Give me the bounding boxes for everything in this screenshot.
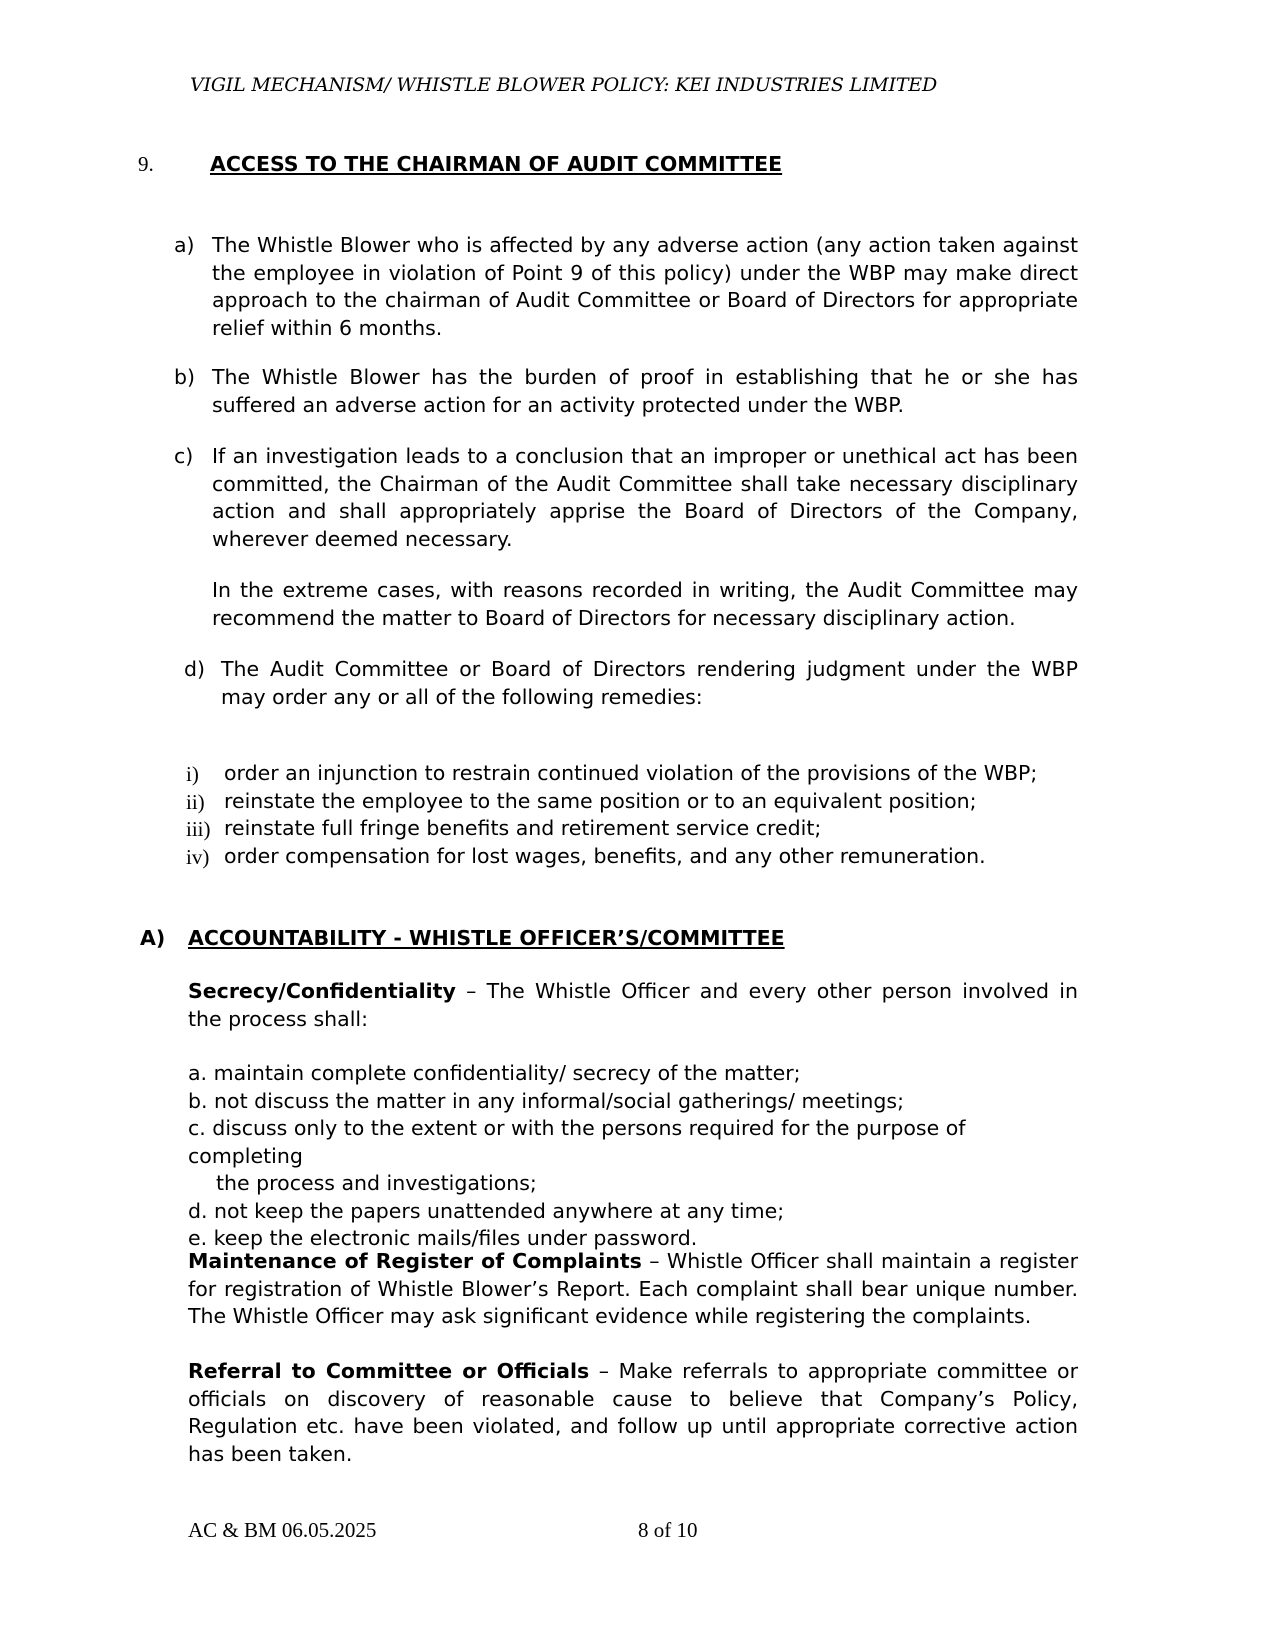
secrecy-heading: Secrecy/Confidentiality (188, 979, 456, 1003)
list-item (188, 1088, 1078, 1116)
list-marker: iv) (186, 844, 210, 869)
list-item (188, 1115, 1078, 1198)
list-marker: ii) (186, 789, 205, 814)
list-text: order compensation for lost wages, benefits, and any other remuneration. (224, 843, 986, 868)
footer-document-ref: AC & BM 06.05.2025 (188, 1518, 377, 1542)
list-text: The Whistle Blower who is affected by any adverse action (any action taken against the employee in violation of Point 9 of this policy) under the WBP may make direct approach to the chairman of Audit Committee or Board of Directors for appropriate relief within 6 months. (212, 233, 1078, 340)
list-marker: c) (174, 444, 194, 468)
list-marker: iii) (186, 817, 211, 841)
list-text: order an injunction to restrain continued violation of the provisions of the WBP; (224, 761, 1038, 785)
list-text: e. keep the electronic mails/files under password. (188, 1226, 698, 1250)
list-text: The Whistle Blower has the burden of proof in establishing that he or she has suffered an adverse action for an activity protected under the WBP. (212, 365, 1078, 417)
secrecy-paragraph (188, 978, 1078, 1033)
list-text: The Audit Committee or Board of Directors rendering judgment under the WBP may order any or all of the following remedies: (221, 657, 1078, 709)
list-text: b. not discuss the matter in any informal/social gatherings/ meetings; (188, 1088, 904, 1113)
list-text: If an investigation leads to a conclusion that an improper or unethical act has been committed, the Chairman of the Audit Committee shall take necessary disciplinary action and shall appropriately apprise the Board of Directors of the Company, wherever deemed necessary. (212, 444, 1078, 551)
section-a-title: ACCOUNTABILITY - WHISTLE OFFICER’S/COMMITTEE (188, 926, 785, 950)
list-marker: b) (174, 365, 196, 389)
list-text: d. not keep the papers unattended anywhere at any time; (188, 1198, 785, 1223)
list-marker: a) (174, 233, 195, 257)
list-text: reinstate the employee to the same position or to an equivalent position; (224, 788, 977, 813)
referral-text: – Make referrals to appropriate committee or officials on discovery of reasonable cause to believe that Company’s Policy, Regulation etc. have been violated, and follow up until appropriate corrective action has been taken. (188, 1359, 1079, 1466)
list-item (188, 1198, 1078, 1226)
register-paragraph (188, 1248, 1078, 1331)
secrecy-text: – The Whistle Officer and every other person involved in the process shall: (188, 979, 1078, 1031)
list-marker: i) (186, 762, 199, 786)
section-a-marker: A) (140, 926, 166, 950)
list-text: reinstate full fringe benefits and retirement service credit; (224, 816, 822, 840)
section-title: ACCESS TO THE CHAIRMAN OF AUDIT COMMITTEE (210, 152, 783, 176)
list-text: a. maintain complete confidentiality/ secrecy of the matter; (188, 1061, 801, 1085)
list-text-continuation: the process and investigations; (216, 1171, 537, 1195)
referral-heading: Referral to Committee or Officials (188, 1359, 590, 1383)
running-header: VIGIL MECHANISM/ WHISTLE BLOWER POLICY: KEI INDUSTRIES LIMITED (190, 74, 938, 96)
list-marker: d) (184, 657, 206, 681)
register-heading: Maintenance of Register of Complaints (188, 1249, 642, 1273)
list-item (188, 1060, 1078, 1088)
secrecy-list (188, 1060, 1078, 1253)
referral-paragraph (188, 1358, 1078, 1468)
list-text: c. discuss only to the extent or with the persons required for the purpose of completing (188, 1116, 966, 1168)
paragraph-text: In the extreme cases, with reasons recorded in writing, the Audit Committee may recommend the matter to Board of Directors for necessary disciplinary action. (212, 578, 1078, 630)
section-number: 9. (138, 152, 154, 176)
page-number: 8 of 10 (638, 1518, 698, 1542)
register-text: – Whistle Officer shall maintain a register for registration of Whistle Blower’s Report. Each complaint shall bear unique number. The Whistle Officer may ask significant evidence while registering the complaints. (188, 1249, 1078, 1328)
